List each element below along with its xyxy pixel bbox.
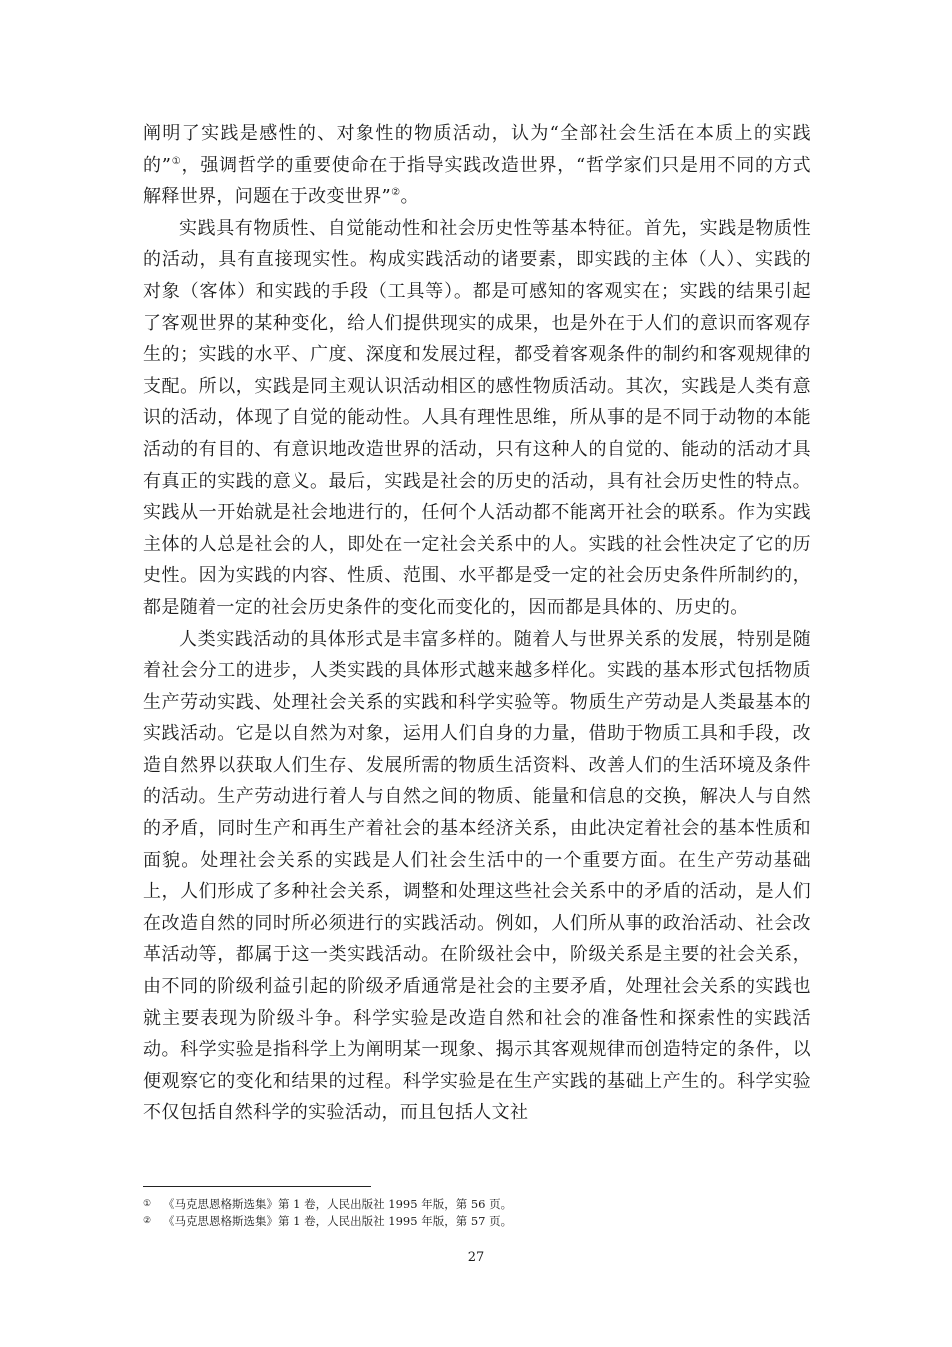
footnote-reference[interactable]: ① xyxy=(171,155,182,167)
footnote-reference[interactable]: ② xyxy=(391,187,401,199)
footnote-separator xyxy=(143,1186,371,1187)
paragraph xyxy=(143,624,811,1130)
paragraph xyxy=(143,213,811,624)
footnote-mark: ① xyxy=(143,1199,152,1209)
paragraph-text: ，强调哲学的重要使命在于指导实践改造世界，“哲学家们只是用不同的方式解释世界，问题在于改变世界” xyxy=(143,154,811,208)
footnote xyxy=(143,1213,811,1230)
footnote-mark: ② xyxy=(143,1216,152,1226)
footnotes xyxy=(143,1196,811,1230)
paragraph-text: 实践具有物质性、自觉能动性和社会历史性等基本特征。首先，实践是物质性的活动，具有直接现实性。构成实践活动的诸要素，即实践的主体（人）、实践的对象（客体）和实践的手段（工具等）。都是可感知的客观实在；实践的结果引起了客观世界的某种变化，给人们提供现实的成果，也是外在于人们的意识而客观存生的；实践的水平、广度、深度和发展过程，都受着客观条件的制约和客观规律的支配。所以，实践是同主观认识活动相区的感性物质活动。其次，实践是人类有意识的活动，体现了自觉的能动性。人具有理性思维，所从事的是不同于动物的本能活动的有目的、有意识地改造世界的活动，只有这种人的自觉的、能动的活动才具有真正的实践的意义。最后，实践是社会的历史的活动，具有社会历史性的特点。实践从一开始就是社会地进行的，任何个人活动都不能离开社会的联系。作为实践主体的人总是社会的人，即处在一定社会关系中的人。实践的社会性决定了它的历史性。因为实践的内容、性质、范围、水平都是受一定的社会历史条件所制约的，都是随着一定的社会历史条件的变化而变化的，因而都是具体的、历史的。 xyxy=(143,217,811,618)
footnote xyxy=(143,1196,811,1213)
footnote-text: 《马克思恩格斯选集》第 1 卷，人民出版社 1995 年版，第 57 页。 xyxy=(163,1214,513,1228)
page-number: 27 xyxy=(467,1250,485,1265)
paragraph-text: 。 xyxy=(400,186,419,208)
page-body xyxy=(143,118,811,1129)
paragraph-text: 人类实践活动的具体形式是丰富多样的。随着人与世界关系的发展，特别是随着社会分工的进步，人类实践的具体形式越来越多样化。实践的基本形式包括物质生产劳动实践、处理社会关系的实践和科学实验等。物质生产劳动是人类最基本的实践活动。它是以自然为对象，运用人们自身的力量，借助于物质工具和手段，改造自然界以获取人们生存、发展所需的物质生活资料、改善人们的生活环境及条件的活动。生产劳动进行着人与自然之间的物质、能量和信息的交换，解决人与自然的矛盾，同时生产和再生产着社会的基本经济关系，由此决定着社会的基本性质和面貌。处理社会关系的实践是人们社会生活中的一个重要方面。在生产劳动基础上，人们形成了多种社会关系，调整和处理这些社会关系中的矛盾的活动，是人们在改造自然的同时所必须进行的实践活动。例如，人们所从事的政治活动、社会改革活动等，都属于这一类实践活动。在阶级社会中，阶级关系是主要的社会关系，由不同的阶级利益引起的阶级矛盾通常是社会的主要矛盾，处理社会关系的实践也就主要表现为阶级斗争。科学实验是改造自然和社会的准备性和探索性的实践活动。科学实验是指科学上为阐明某一现象、揭示其客观规律而创造特定的条件，以便观察它的变化和结果的过程。科学实验是在生产实践的基础上产生的。科学实验不仅包括自然科学的实验活动，而且包括人文社 xyxy=(143,628,811,1124)
paragraph xyxy=(143,118,811,213)
footnote-text: 《马克思恩格斯选集》第 1 卷，人民出版社 1995 年版，第 56 页。 xyxy=(163,1197,513,1211)
paragraph-text: 阐明了实践是感性的、对象性的物质活动，认为“全部社会生活在本质上的实践的” xyxy=(143,123,811,176)
